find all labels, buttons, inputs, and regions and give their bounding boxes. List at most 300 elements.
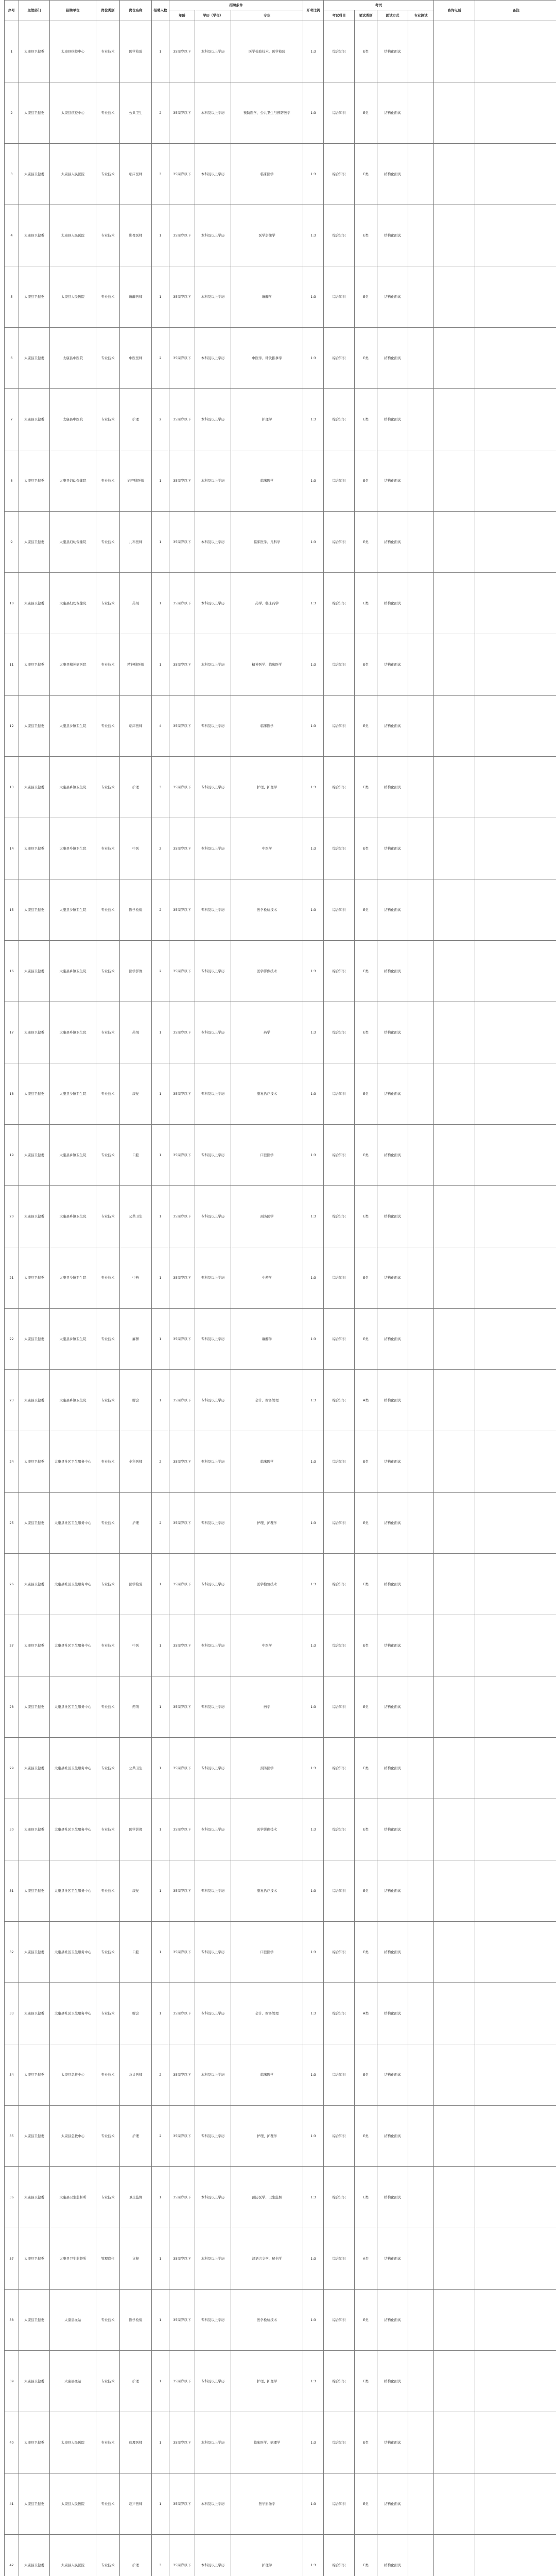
cell-no: 39 (5, 2351, 19, 2412)
cell-type: E类 (355, 2535, 377, 2576)
cell-test (408, 144, 434, 205)
col-header: 招聘人数 (152, 1, 169, 21)
cell-age: 35周岁以下 (169, 1738, 195, 1799)
cell-unit: 太康县人民医院 (50, 2412, 96, 2473)
col-header: 岗位名称 (120, 1, 152, 21)
cell-age: 35周岁以下 (169, 696, 195, 757)
cell-major: 临床医学 (231, 450, 303, 512)
cell-tel (434, 2351, 475, 2412)
cell-test (408, 2044, 434, 2106)
cell-edu: 专科及以上学历 (195, 1063, 231, 1125)
cell-age: 35周岁以下 (169, 1309, 195, 1370)
cell-age: 35周岁以下 (169, 2290, 195, 2351)
cell-num: 2 (152, 2044, 169, 2106)
cell-age: 35周岁以下 (169, 1799, 195, 1860)
cell-age: 35周岁以下 (169, 328, 195, 389)
cell-subj: 综合知识 (324, 205, 355, 266)
cell-unit: 太康县社区卫生服务中心 (50, 1493, 96, 1554)
table-row (5, 1860, 556, 1922)
cell-itv: 结构化面试 (377, 2290, 408, 2351)
cell-post: 医学影像 (120, 1799, 152, 1860)
cell-itv: 结构化面试 (377, 1983, 408, 2044)
cell-type: E类 (355, 1002, 377, 1063)
cell-post: 中医 (120, 818, 152, 879)
cell-edu: 专科及以上学历 (195, 1125, 231, 1186)
cell-num: 1 (152, 1738, 169, 1799)
cell-note (475, 512, 556, 573)
cell-subj: 综合知识 (324, 573, 355, 634)
cell-cat: 专业技术 (96, 1431, 120, 1493)
cell-age: 35周岁以下 (169, 2473, 195, 2535)
cell-note (475, 757, 556, 818)
col-header: 学历（学位） (195, 10, 231, 21)
cell-note (475, 2044, 556, 2106)
cell-subj: 综合知识 (324, 634, 355, 696)
cell-edu: 专科及以上学历 (195, 1983, 231, 2044)
cell-post: 影像医师 (120, 205, 152, 266)
cell-subj: 综合知识 (324, 2044, 355, 2106)
cell-num: 1 (152, 1922, 169, 1983)
cell-test (408, 266, 434, 328)
cell-note (475, 21, 556, 82)
cell-num: 1 (152, 1615, 169, 1676)
cell-post: 护理 (120, 2351, 152, 2412)
cell-unit: 太康县社区卫生服务中心 (50, 1922, 96, 1983)
cell-tel (434, 2044, 475, 2106)
cell-test (408, 2473, 434, 2535)
cell-major: 护理、护理学 (231, 2106, 303, 2167)
cell-subj: 综合知识 (324, 1186, 355, 1247)
cell-age: 35周岁以下 (169, 1063, 195, 1125)
cell-test (408, 757, 434, 818)
cell-type: E类 (355, 82, 377, 144)
cell-type: E类 (355, 2351, 377, 2412)
table-row (5, 389, 556, 450)
cell-type: E类 (355, 1554, 377, 1615)
cell-num: 1 (152, 1370, 169, 1431)
cell-dept: 太康县卫健委 (19, 941, 50, 1002)
cell-type: E类 (355, 1247, 377, 1309)
cell-num: 1 (152, 2167, 169, 2228)
cell-major: 临床医学、病理学 (231, 2412, 303, 2473)
cell-dept: 太康县卫健委 (19, 1063, 50, 1125)
cell-cat: 专业技术 (96, 1186, 120, 1247)
cell-cat: 专业技术 (96, 1002, 120, 1063)
cell-subj: 综合知识 (324, 144, 355, 205)
cell-num: 1 (152, 2290, 169, 2351)
cell-major: 中医学、针灸推拿学 (231, 328, 303, 389)
cell-subj: 综合知识 (324, 450, 355, 512)
cell-tel (434, 205, 475, 266)
cell-type: E类 (355, 328, 377, 389)
cell-tel (434, 82, 475, 144)
cell-no: 8 (5, 450, 19, 512)
cell-edu: 专科及以上学历 (195, 1676, 231, 1738)
cell-no: 22 (5, 1309, 19, 1370)
cell-type: A类 (355, 2228, 377, 2290)
cell-major: 护理、护理学 (231, 757, 303, 818)
cell-type: E类 (355, 1431, 377, 1493)
table-row (5, 328, 556, 389)
cell-subj: 综合知识 (324, 941, 355, 1002)
cell-subj: 综合知识 (324, 757, 355, 818)
cell-ratio: 1:3 (303, 1309, 324, 1370)
cell-itv: 结构化面试 (377, 573, 408, 634)
cell-itv: 结构化面试 (377, 2351, 408, 2412)
cell-age: 35周岁以下 (169, 757, 195, 818)
cell-type: E类 (355, 1799, 377, 1860)
cell-dept: 太康县卫健委 (19, 634, 50, 696)
cell-itv: 结构化面试 (377, 941, 408, 1002)
cell-itv: 结构化面试 (377, 1738, 408, 1799)
cell-type: E类 (355, 21, 377, 82)
cell-age: 35周岁以下 (169, 266, 195, 328)
col-header: 咨询电话 (434, 1, 475, 21)
cell-edu: 本科及以上学历 (195, 328, 231, 389)
cell-tel (434, 2535, 475, 2576)
cell-test (408, 2228, 434, 2290)
cell-ratio: 1:3 (303, 82, 324, 144)
cell-subj: 综合知识 (324, 1370, 355, 1431)
cell-test (408, 941, 434, 1002)
cell-major: 麻醉学 (231, 1309, 303, 1370)
cell-note (475, 941, 556, 1002)
cell-itv: 结构化面试 (377, 1370, 408, 1431)
col-header: 招聘单位 (50, 1, 96, 21)
cell-ratio: 1:3 (303, 2290, 324, 2351)
cell-itv: 结构化面试 (377, 1125, 408, 1186)
cell-test (408, 1370, 434, 1431)
cell-major: 中医学 (231, 818, 303, 879)
cell-unit: 太康县人民医院 (50, 2535, 96, 2576)
cell-post: 护理 (120, 2535, 152, 2576)
cell-dept: 太康县卫健委 (19, 1860, 50, 1922)
cell-age: 35周岁以下 (169, 2535, 195, 2576)
cell-tel (434, 1063, 475, 1125)
cell-tel (434, 1247, 475, 1309)
cell-cat: 专业技术 (96, 1247, 120, 1309)
cell-test (408, 1247, 434, 1309)
cell-note (475, 389, 556, 450)
cell-unit: 太康县妇幼保健院 (50, 450, 96, 512)
cell-cat: 专业技术 (96, 941, 120, 1002)
cell-note (475, 2535, 556, 2576)
cell-test (408, 1493, 434, 1554)
cell-no: 36 (5, 2167, 19, 2228)
cell-unit: 太康县乡镇卫生院 (50, 757, 96, 818)
cell-tel (434, 696, 475, 757)
cell-num: 2 (152, 1431, 169, 1493)
table-row (5, 1186, 556, 1247)
cell-cat: 专业技术 (96, 1983, 120, 2044)
cell-test (408, 879, 434, 941)
cell-itv: 结构化面试 (377, 328, 408, 389)
cell-dept: 太康县卫健委 (19, 1983, 50, 2044)
table-row (5, 144, 556, 205)
cell-post: 康复 (120, 1860, 152, 1922)
cell-type: A类 (355, 1370, 377, 1431)
cell-ratio: 1:3 (303, 573, 324, 634)
cell-unit: 太康县乡镇卫生院 (50, 1063, 96, 1125)
cell-major: 汉语言文学、秘书学 (231, 2228, 303, 2290)
cell-dept: 太康县卫健委 (19, 2535, 50, 2576)
cell-subj: 综合知识 (324, 1983, 355, 2044)
cell-note (475, 1247, 556, 1309)
cell-itv: 结构化面试 (377, 205, 408, 266)
cell-post: 全科医师 (120, 1431, 152, 1493)
cell-cat: 专业技术 (96, 818, 120, 879)
table-row (5, 266, 556, 328)
cell-subj: 综合知识 (324, 2167, 355, 2228)
cell-test (408, 818, 434, 879)
cell-subj: 综合知识 (324, 512, 355, 573)
cell-note (475, 2351, 556, 2412)
cell-dept: 太康县卫健委 (19, 2106, 50, 2167)
cell-tel (434, 634, 475, 696)
cell-type: E类 (355, 1493, 377, 1554)
cell-test (408, 389, 434, 450)
cell-post: 文秘 (120, 2228, 152, 2290)
cell-subj: 综合知识 (324, 2473, 355, 2535)
table-row (5, 1370, 556, 1431)
cell-major: 医学影像学 (231, 2473, 303, 2535)
cell-tel (434, 2167, 475, 2228)
cell-cat: 专业技术 (96, 1554, 120, 1615)
cell-tel (434, 450, 475, 512)
cell-edu: 专科及以上学历 (195, 879, 231, 941)
cell-num: 1 (152, 634, 169, 696)
cell-major: 护理、护理学 (231, 2351, 303, 2412)
cell-tel (434, 266, 475, 328)
cell-dept: 太康县卫健委 (19, 205, 50, 266)
cell-major: 护理学 (231, 2535, 303, 2576)
table-row (5, 818, 556, 879)
cell-num: 1 (152, 1063, 169, 1125)
cell-ratio: 1:3 (303, 1615, 324, 1676)
cell-major: 预防医学 (231, 1738, 303, 1799)
cell-unit: 太康县中医院 (50, 389, 96, 450)
cell-subj: 综合知识 (324, 2106, 355, 2167)
cell-num: 2 (152, 2106, 169, 2167)
cell-subj: 综合知识 (324, 389, 355, 450)
table-row (5, 1615, 556, 1676)
cell-num: 1 (152, 2473, 169, 2535)
cell-no: 3 (5, 144, 19, 205)
cell-num: 1 (152, 205, 169, 266)
table-row (5, 2167, 556, 2228)
cell-no: 27 (5, 1615, 19, 1676)
cell-num: 1 (152, 1125, 169, 1186)
cell-itv: 结构化面试 (377, 450, 408, 512)
cell-test (408, 634, 434, 696)
cell-tel (434, 1186, 475, 1247)
cell-no: 26 (5, 1554, 19, 1615)
cell-tel (434, 512, 475, 573)
cell-ratio: 1:3 (303, 21, 324, 82)
cell-note (475, 205, 556, 266)
cell-cat: 专业技术 (96, 1615, 120, 1676)
cell-post: 医学检验 (120, 2290, 152, 2351)
cell-cat: 专业技术 (96, 1860, 120, 1922)
cell-post: 护理 (120, 389, 152, 450)
cell-test (408, 1860, 434, 1922)
cell-subj: 综合知识 (324, 1676, 355, 1738)
cell-num: 1 (152, 1860, 169, 1922)
cell-tel (434, 2106, 475, 2167)
cell-post: 公共卫生 (120, 1738, 152, 1799)
cell-type: E类 (355, 1309, 377, 1370)
table-header-group-row (5, 1, 556, 10)
cell-cat: 专业技术 (96, 634, 120, 696)
cell-age: 35周岁以下 (169, 1431, 195, 1493)
table-row (5, 1799, 556, 1860)
cell-test (408, 21, 434, 82)
cell-edu: 专科及以上学历 (195, 1309, 231, 1370)
cell-tel (434, 389, 475, 450)
cell-num: 1 (152, 1983, 169, 2044)
cell-unit: 太康县乡镇卫生院 (50, 696, 96, 757)
cell-dept: 太康县卫健委 (19, 879, 50, 941)
cell-tel (434, 1554, 475, 1615)
cell-cat: 专业技术 (96, 2412, 120, 2473)
cell-type: E类 (355, 634, 377, 696)
table-row (5, 1922, 556, 1983)
cell-tel (434, 1860, 475, 1922)
cell-major: 预防医学 (231, 1186, 303, 1247)
cell-unit: 太康县乡镇卫生院 (50, 1370, 96, 1431)
cell-edu: 本科及以上学历 (195, 2412, 231, 2473)
cell-post: 财会 (120, 1983, 152, 2044)
cell-no: 17 (5, 1002, 19, 1063)
cell-major: 药学、临床药学 (231, 573, 303, 634)
cell-edu: 专科及以上学历 (195, 1799, 231, 1860)
col-header: 专业测试 (408, 10, 434, 21)
cell-ratio: 1:3 (303, 696, 324, 757)
cell-dept: 太康县卫健委 (19, 2167, 50, 2228)
cell-age: 35周岁以下 (169, 512, 195, 573)
cell-major: 会计、财务管理 (231, 1370, 303, 1431)
cell-itv: 结构化面试 (377, 696, 408, 757)
cell-no: 33 (5, 1983, 19, 2044)
cell-cat: 专业技术 (96, 205, 120, 266)
cell-age: 35周岁以下 (169, 2106, 195, 2167)
cell-major: 临床医学 (231, 2044, 303, 2106)
cell-age: 35周岁以下 (169, 573, 195, 634)
cell-dept: 太康县卫健委 (19, 1922, 50, 1983)
cell-dept: 太康县卫健委 (19, 1370, 50, 1431)
table-row (5, 1247, 556, 1309)
cell-test (408, 82, 434, 144)
cell-num: 1 (152, 1247, 169, 1309)
cell-note (475, 1738, 556, 1799)
cell-tel (434, 144, 475, 205)
cell-itv: 结构化面试 (377, 2106, 408, 2167)
cell-age: 35周岁以下 (169, 21, 195, 82)
cell-note (475, 1186, 556, 1247)
cell-itv: 结构化面试 (377, 144, 408, 205)
cell-test (408, 2290, 434, 2351)
table-row (5, 2106, 556, 2167)
cell-tel (434, 1922, 475, 1983)
cell-edu: 专科及以上学历 (195, 696, 231, 757)
cell-post: 急诊医师 (120, 2044, 152, 2106)
cell-no: 20 (5, 1186, 19, 1247)
cell-cat: 管理岗位 (96, 2228, 120, 2290)
cell-tel (434, 328, 475, 389)
cell-post: 护理 (120, 2106, 152, 2167)
table-row (5, 2290, 556, 2351)
cell-test (408, 1554, 434, 1615)
cell-num: 1 (152, 2351, 169, 2412)
cell-dept: 太康县卫健委 (19, 389, 50, 450)
cell-no: 18 (5, 1063, 19, 1125)
cell-age: 35周岁以下 (169, 2167, 195, 2228)
cell-type: E类 (355, 2044, 377, 2106)
cell-no: 10 (5, 573, 19, 634)
cell-subj: 综合知识 (324, 1247, 355, 1309)
cell-unit: 太康县人民医院 (50, 205, 96, 266)
cell-edu: 专科及以上学历 (195, 1738, 231, 1799)
cell-post: 药剂 (120, 573, 152, 634)
group-header-conditions: 招聘条件 (169, 1, 303, 10)
cell-ratio: 1:3 (303, 2044, 324, 2106)
cell-ratio: 1:3 (303, 1125, 324, 1186)
cell-dept: 太康县卫健委 (19, 757, 50, 818)
cell-age: 35周岁以下 (169, 450, 195, 512)
cell-no: 32 (5, 1922, 19, 1983)
cell-type: E类 (355, 1125, 377, 1186)
table-row (5, 21, 556, 82)
cell-dept: 太康县卫健委 (19, 1125, 50, 1186)
cell-itv: 结构化面试 (377, 266, 408, 328)
cell-type: E类 (355, 389, 377, 450)
cell-age: 35周岁以下 (169, 1983, 195, 2044)
cell-num: 3 (152, 2535, 169, 2576)
cell-age: 35周岁以下 (169, 389, 195, 450)
cell-cat: 专业技术 (96, 1738, 120, 1799)
cell-note (475, 634, 556, 696)
cell-edu: 本科及以上学历 (195, 634, 231, 696)
table-row (5, 2044, 556, 2106)
cell-dept: 太康县卫健委 (19, 2044, 50, 2106)
cell-num: 1 (152, 2228, 169, 2290)
cell-type: E类 (355, 941, 377, 1002)
cell-ratio: 1:3 (303, 2412, 324, 2473)
cell-unit: 太康县社区卫生服务中心 (50, 1860, 96, 1922)
cell-test (408, 1186, 434, 1247)
cell-subj: 综合知识 (324, 21, 355, 82)
table-row (5, 879, 556, 941)
cell-subj: 综合知识 (324, 2228, 355, 2290)
cell-ratio: 1:3 (303, 879, 324, 941)
cell-type: E类 (355, 2167, 377, 2228)
cell-cat: 专业技术 (96, 1309, 120, 1370)
cell-unit: 太康县乡镇卫生院 (50, 818, 96, 879)
cell-major: 康复治疗技术 (231, 1063, 303, 1125)
cell-post: 口腔 (120, 1125, 152, 1186)
cell-itv: 结构化面试 (377, 634, 408, 696)
cell-post: 财会 (120, 1370, 152, 1431)
cell-post: 中医医师 (120, 328, 152, 389)
cell-num: 1 (152, 1186, 169, 1247)
cell-ratio: 1:3 (303, 2106, 324, 2167)
cell-age: 35周岁以下 (169, 1002, 195, 1063)
cell-dept: 太康县卫健委 (19, 1186, 50, 1247)
cell-test (408, 2535, 434, 2576)
cell-major: 护理学 (231, 389, 303, 450)
cell-unit: 太康县乡镇卫生院 (50, 1002, 96, 1063)
cell-unit: 太康县疾控中心 (50, 21, 96, 82)
